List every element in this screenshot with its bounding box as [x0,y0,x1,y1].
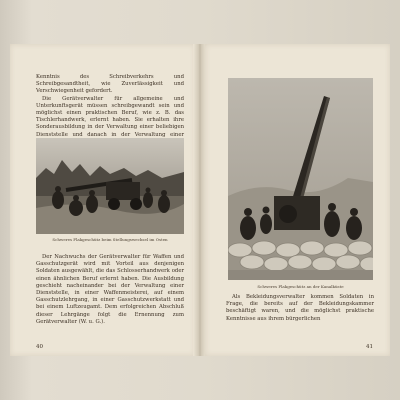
left-figure-caption: Schweres Flakgeschütz beim Stellungswechsel im Osten [52,237,168,242]
right-page-number: 41 [366,344,373,350]
right-paragraph-1: Als Bekleidungsverwalter kommen Soldaten in Frage, die bereits auf der Bekleidungskammer beschäftigt waren, und die möglichst praktische Kenntnisse aus ihrem bürgerlichen [226,294,374,322]
right-figure-caption: Schweres Flakgeschütz an der Kanalküste [257,284,344,289]
left-photo-flak-gun [36,138,184,234]
left-top-text [36,74,184,146]
right-bottom-text [226,294,374,323]
left-paragraph-1: Kenntnis des Schreibverkehrs und Schreibgesandtheit, wie Zuverlässigkeit und Verschwiegenheit gefordert. [36,74,184,95]
left-page-number: 40 [36,344,43,350]
right-photo-flak-gun [228,78,373,280]
left-paragraph-2: Die Gerätverwalter für allgemeine und Unterkunftsgerät müssen schreibgewandt sein und möglichst einen praktischen Beruf, wie z. B. das Tischlerhandwerk, erlernt haben. Sie erhalten ihre Sonderausbildung in der Verwaltung einer beliebigen Dienststelle und danach in der Verwaltung einer [36,95,184,138]
left-paragraph-3: Der Nachwuchs der Gerätverwalter für Waffen und Gasschutzgerät wird mit Vorteil aus denjenigen Soldaten ausgewählt, die das Schlosserhandwerk oder einen ähnlichen Beruf erlernt haben. Die Ausbildung geschieht nacheinander bei der Verwaltung einer Dienststelle, in einer Waffenmeisterei, auf einem Gasschutzlehrgang, in einer Gasschutzwerkstatt und bei einem Luftzeugamt. Dem erfolgreichen Abschluß dieser Lehrgänge folgt die Ernennung zum Gerätverwalter (W. u. G.). [36,254,184,325]
left-bottom-text [36,254,184,326]
